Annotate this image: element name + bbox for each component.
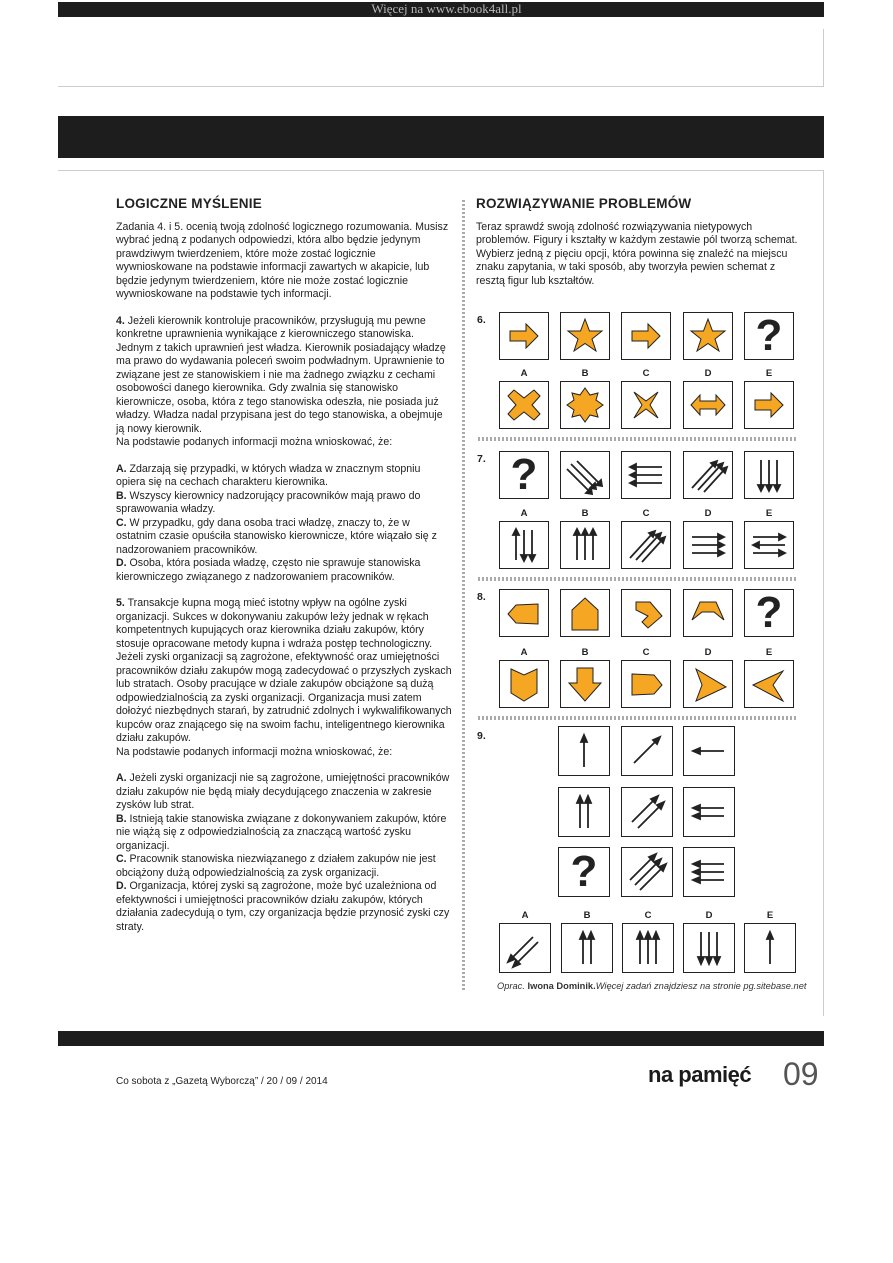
problem-intro: Teraz sprawdź swoją zdolność rozwiązywania nietypowych problemów. Figury i kształty w każdym zestawie pól tworzą schemat. Wybierz jedną z pięciu opcji, która powinna się znaleźć na miejscu znaku zapytania, w taki sposób, aby tworzyła pewien schemat z resztą figur lub kształtów. xyxy=(476,220,798,287)
question-5 xyxy=(116,597,452,759)
question-mark: ? xyxy=(510,450,538,499)
q9-tile-9 xyxy=(683,847,735,897)
q8-number: 8. xyxy=(477,591,486,603)
up-arrows-icon xyxy=(562,924,612,972)
q8-tile-1 xyxy=(499,589,549,637)
q8-tile-3 xyxy=(621,589,671,637)
pentagon-up-icon xyxy=(561,590,609,636)
question-mark: ? xyxy=(755,588,783,637)
q9-tile-8 xyxy=(621,847,673,897)
q9-tile-7 xyxy=(558,847,610,897)
q8-option-c[interactable] xyxy=(621,660,671,708)
q4-text: Jeżeli kierownik kontroluje pracowników, przysługują mu pewne konkretne uprawnienia wynikające z kierowniczego stanowiska. Jednym z takich uprawnień jest władza. Kierownik posiadający władzę ma prawo do wydawania poleceń swoim podwładnym. Uprawnienie to związane jest ze stanowiskiem i nie ma żadnego związku z cechami osobowości danego kierownika. Gdy zwalnia się stanowisko kierownicze, osoba, która z tego stanowiska odeszła, nie posiada już władzy. Władza nadal przypisana jest do tego stanowiska, a obejmuje ją nowy kierownik. xyxy=(116,314,446,435)
q6-number: 6. xyxy=(477,314,486,326)
star-icon xyxy=(561,313,609,359)
q9-number: 9. xyxy=(477,730,486,742)
page-number: 09 xyxy=(783,1056,819,1092)
q6-tile-4 xyxy=(683,312,733,360)
brand-logo: na pamięć xyxy=(648,1062,752,1087)
q4-option-d-letter: D. xyxy=(116,557,127,569)
q5-option-a-letter: A. xyxy=(116,772,127,784)
arrow-shape-right-icon xyxy=(622,590,670,636)
question-mark: ? xyxy=(755,311,783,360)
q6-option-c[interactable] xyxy=(621,381,671,429)
q9-option-c[interactable] xyxy=(622,923,674,973)
header-box xyxy=(58,29,824,87)
divider xyxy=(478,577,798,581)
up-arrow-icon xyxy=(559,727,609,775)
question-4 xyxy=(116,315,452,450)
bottom-bar xyxy=(58,1031,824,1046)
arrow-right-icon xyxy=(622,313,670,359)
q9-tile-1 xyxy=(558,726,610,776)
q6-tile-2 xyxy=(560,312,610,360)
q9-letter-a: A xyxy=(521,910,529,921)
q5-option-d: Organizacja, której zyski są zagrożone, może być uzależniona od efektywności i umiejętności pracowników działu zakupów, których działania zadecydują o tym, czy organizacja będzie przynosić zyski czy straty. xyxy=(116,880,450,933)
mixed-vertical-arrows-icon xyxy=(500,522,548,568)
q6-letter-b: B xyxy=(581,368,589,379)
arrow-right-icon xyxy=(500,313,548,359)
logic-column xyxy=(116,197,452,947)
triangle-right-icon xyxy=(684,661,732,707)
q5-number: 5. xyxy=(116,597,125,609)
q4-options xyxy=(116,463,452,585)
q5-option-c-letter: C. xyxy=(116,853,127,865)
diagonal-arrows-down-left-icon xyxy=(500,924,550,972)
diagonal-arrows-up-right-icon xyxy=(622,522,670,568)
q4-option-d: Osoba, która posiada władzę, często nie sprawuje stanowiska kierowniczego związanego z nadzorowaniem pracowników. xyxy=(116,557,421,583)
q9-option-e[interactable] xyxy=(744,923,796,973)
diagonal-arrows-down-right-icon xyxy=(561,452,609,498)
q4-number: 4. xyxy=(116,314,125,327)
diagonal-arrows-icon xyxy=(622,848,672,896)
q6-tile-1 xyxy=(499,312,549,360)
q5-option-b-letter: B. xyxy=(116,812,127,825)
q8-letter-d: D xyxy=(704,647,712,658)
q4-option-a-letter: A. xyxy=(116,462,127,475)
q4-option-a: Zdarzają się przypadki, w których władza w znacznym stopniu opiera się na cechach charakteru kierownika. xyxy=(116,462,421,488)
q9-tile-2 xyxy=(621,726,673,776)
question-mark: ? xyxy=(570,847,598,896)
q9-letter-c: C xyxy=(644,910,652,921)
q6-letter-d: D xyxy=(704,368,712,379)
q8-letter-e: E xyxy=(765,647,773,658)
right-arrows-icon xyxy=(684,522,732,568)
q9-letter-b: B xyxy=(583,910,591,921)
edition-info: Co sobota z „Gazetą Wyborczą” / 20 / 09 / 2014 xyxy=(116,1076,328,1087)
q9-tile-6 xyxy=(683,787,735,837)
down-arrows-icon xyxy=(684,924,734,972)
q7-tile-3 xyxy=(621,451,671,499)
q7-option-d[interactable] xyxy=(683,521,733,569)
diagonal-arrows-icon xyxy=(622,788,672,836)
section-bar xyxy=(58,116,824,158)
arrow-right-icon xyxy=(745,382,793,428)
credit-note: Więcej zadań znajdziesz na stronie pg.sitebase.net xyxy=(595,981,807,991)
q8-tile-5 xyxy=(744,589,794,637)
q5-option-a: Jeżeli zyski organizacji nie są zagrożone, umiejętności pracowników działu zakupów nie będą miały decydującego znaczenia w zakresie zysków lub strat. xyxy=(116,772,450,811)
star-icon xyxy=(684,313,732,359)
divider xyxy=(478,437,798,441)
problem-title: ROZWIĄZYWANIE PROBLEMÓW xyxy=(476,196,692,211)
q4-option-b-letter: B. xyxy=(116,489,127,502)
q9-letter-e: E xyxy=(766,910,774,921)
q9-option-b[interactable] xyxy=(561,923,613,973)
q7-option-b[interactable] xyxy=(560,521,610,569)
q7-tile-4 xyxy=(683,451,733,499)
q7-tile-5 xyxy=(744,451,794,499)
pentagon-left-icon xyxy=(500,590,548,636)
problem-column xyxy=(476,197,800,301)
arrow-down-icon xyxy=(561,661,609,707)
up-arrows-icon xyxy=(559,788,609,836)
q6-option-b[interactable] xyxy=(560,381,610,429)
q9-option-a[interactable] xyxy=(499,923,551,973)
q4-prompt: Na podstawie podanych informacji można wnioskować, że: xyxy=(116,436,393,448)
q7-number: 7. xyxy=(477,453,486,465)
q5-text: Transakcje kupna mogą mieć istotny wpływ na ogólne zyski organizacji. Sukces w dokonywaniu zakupów leży jednak w rękach kompetentnych kupujących oraz kierownika działu zakupów, który stosuje opracowane metody kupna i wdraża postęp technologiczny. Jeżeli zyski organizacji są zagrożone, efektywność oraz umiejętności pracowników działu zakupów mogą zadecydować o przyszłych zyskach lub stratach. Osoby pracujące w dziale zakupów obciążone są dużą odpowiedzialnością za zyski organizacji. Organizacja musi zatem dołożyć niezbędnych starań, by zatrudnić zdolnych i wykwalifikowanych kupców oraz znającego się na swoim fachu, inteligentnego kierownika działu zakupów. xyxy=(116,597,452,744)
q7-tile-1 xyxy=(499,451,549,499)
mixed-horizontal-arrows-icon xyxy=(745,522,793,568)
left-arrows-icon xyxy=(622,452,670,498)
q6-option-a[interactable] xyxy=(499,381,549,429)
cross-blob-icon xyxy=(500,382,548,428)
left-arrows-icon xyxy=(684,788,734,836)
left-arrows-icon xyxy=(684,848,734,896)
q6-tile-5 xyxy=(744,312,794,360)
q8-letter-a: A xyxy=(520,647,528,658)
left-arrow-icon xyxy=(684,727,734,775)
column-separator xyxy=(462,200,465,990)
q9-option-d[interactable] xyxy=(683,923,735,973)
q7-option-a[interactable] xyxy=(499,521,549,569)
logic-intro: Zadania 4. i 5. ocenią twoją zdolność logicznego rozumowania. Musisz wybrać jedną z podanych odpowiedzi, która albo będzie jedynym prawdziwym twierdzeniem, które może zostać logicznie wywnioskowane na podstawie informacji zawartych w akapicie, lub będzie jedynym twierdzeniem, które nie może zostać logicznie wywnioskowane na podstawie tych informacji. xyxy=(116,220,449,300)
q6-letter-e: E xyxy=(765,368,773,379)
q9-tile-3 xyxy=(683,726,735,776)
divider xyxy=(478,716,798,720)
four-point-star-icon xyxy=(622,382,670,428)
q6-option-e[interactable] xyxy=(744,381,794,429)
q8-letter-c: C xyxy=(642,647,650,658)
credit xyxy=(497,981,806,991)
logic-title: LOGICZNE MYŚLENIE xyxy=(116,196,262,211)
q7-letter-d: D xyxy=(704,508,712,519)
q7-letter-b: B xyxy=(581,508,589,519)
q6-option-d[interactable] xyxy=(683,381,733,429)
q5-prompt: Na podstawie podanych informacji można wnioskować, że: xyxy=(116,745,393,758)
q8-option-b[interactable] xyxy=(560,660,610,708)
down-arrows-icon xyxy=(745,452,793,498)
eight-point-star-icon xyxy=(561,382,609,428)
q6-tile-3 xyxy=(621,312,671,360)
double-arrow-icon xyxy=(684,382,732,428)
q5-option-d-letter: D. xyxy=(116,880,127,892)
q8-tile-4 xyxy=(683,589,733,637)
q9-letter-d: D xyxy=(705,910,713,921)
up-arrows-icon xyxy=(623,924,673,972)
q8-option-a[interactable] xyxy=(499,660,549,708)
q5-option-b: Istnieją takie stanowiska związane z dokonywaniem zakupów, które nie wiążą się z odpowiedzialnością za znaczącą wartość zysku organizacji. xyxy=(116,812,447,852)
chevron-left-icon xyxy=(745,661,793,707)
q5-option-c: Pracownik stanowiska niezwiązanego z działem zakupów nie jest obciążony dużą odpowiedzialnością za zysk organizacji. xyxy=(116,853,436,879)
q6-letter-c: C xyxy=(642,368,650,379)
q9-tile-4 xyxy=(558,787,610,837)
q6-letter-a: A xyxy=(520,368,528,379)
credit-label: Oprac. xyxy=(497,981,525,991)
q7-tile-2 xyxy=(560,451,610,499)
shield-down-icon xyxy=(500,661,548,707)
q4-option-b: Wszyscy kierownicy nadzorujący pracowników mają prawo do sprawowania władzy. xyxy=(116,489,421,515)
watermark: Więcej na www.ebook4all.pl xyxy=(371,1,522,16)
q7-letter-a: A xyxy=(520,508,528,519)
q8-tile-2 xyxy=(560,589,610,637)
q8-option-d[interactable] xyxy=(683,660,733,708)
q4-option-c-letter: C. xyxy=(116,516,127,529)
diagonal-arrow-icon xyxy=(622,727,672,775)
diagonal-arrows-up-right-icon xyxy=(684,452,732,498)
q4-option-c: W przypadku, gdy dana osoba traci władzę, znaczy to, że w ostatnim czasie opuściła stanowisko kierownicze, które wiązało się z nadzorowaniem pracowników. xyxy=(116,516,437,556)
up-arrows-icon xyxy=(561,522,609,568)
q7-option-e[interactable] xyxy=(744,521,794,569)
q7-option-c[interactable] xyxy=(621,521,671,569)
q8-letter-b: B xyxy=(581,647,589,658)
q8-option-e[interactable] xyxy=(744,660,794,708)
credit-author: Iwona Dominik. xyxy=(527,981,596,991)
q9-tile-5 xyxy=(621,787,673,837)
chevron-up-icon xyxy=(684,590,732,636)
q7-letter-e: E xyxy=(765,508,773,519)
up-arrow-icon xyxy=(745,924,795,972)
q7-letter-c: C xyxy=(642,508,650,519)
q5-options xyxy=(116,772,452,934)
pentagon-right-icon xyxy=(622,661,670,707)
